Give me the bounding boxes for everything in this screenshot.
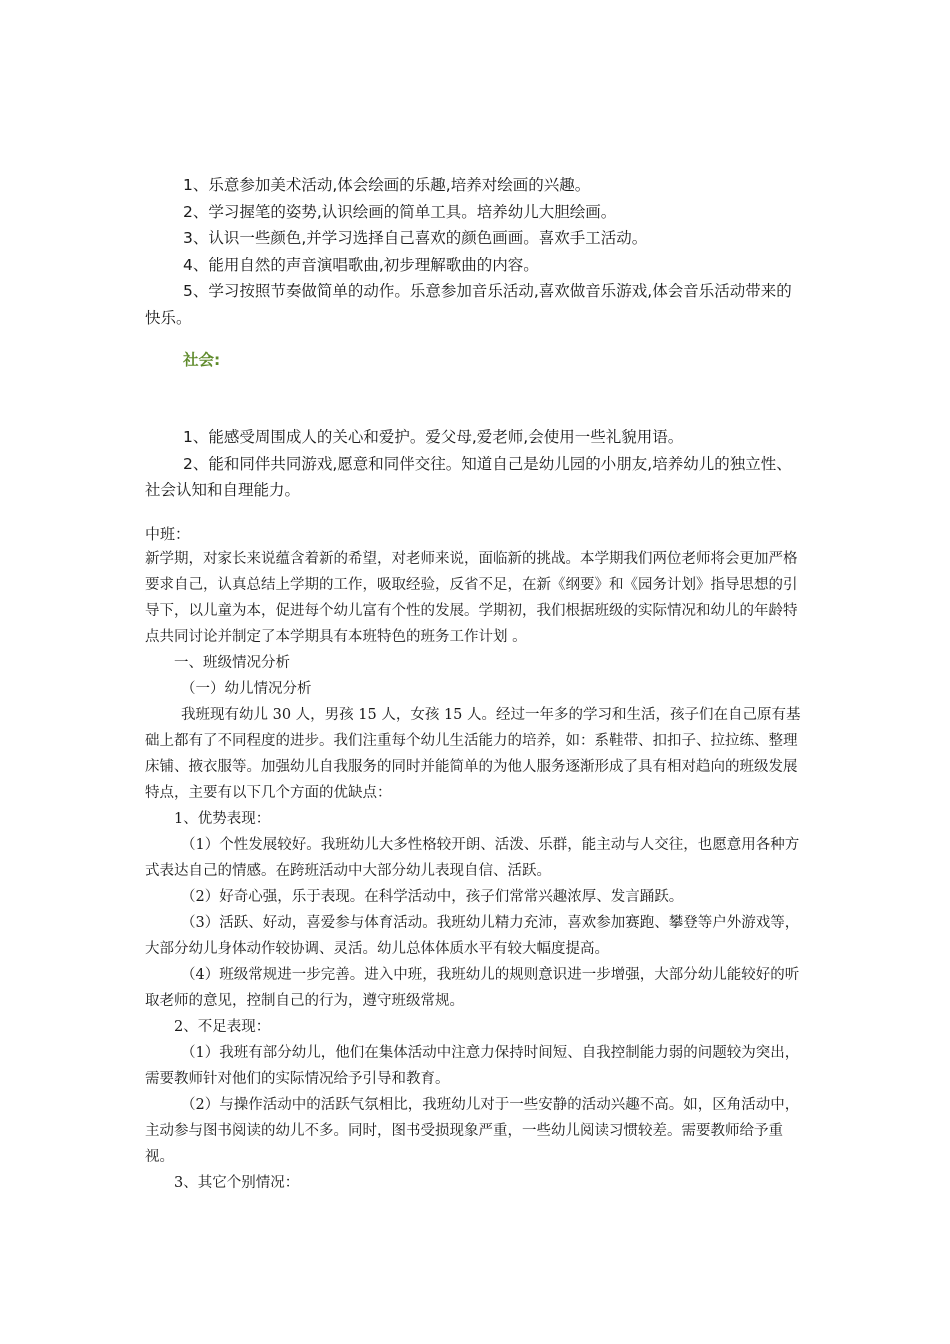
section-heading: 一、班级情况分析 xyxy=(174,655,290,671)
middle-class-title: 中班： xyxy=(145,525,191,543)
art-goal-item: 1、乐意参加美术活动,体会绘画的乐趣,培养对绘画的兴趣。 xyxy=(183,176,591,194)
strengths-heading: 1、优势表现： xyxy=(174,811,271,827)
weakness-item: （2）与操作活动中的活跃气氛相比，我班幼儿对于一些安静的活动兴趣不高。如，区角活动中，主动参与图书阅读的幼儿不多。同时，图书受损现象严重，一些幼儿阅读习惯较差。需要教师给予重视。 xyxy=(145,1097,800,1165)
subsection-heading: （一）幼儿情况分析 xyxy=(181,681,312,697)
weakness-item: （1）我班有部分幼儿，他们在集体活动中注意力保持时间短、自我控制能力弱的问题较为突出，需要教师针对他们的实际情况给予引导和教育。 xyxy=(145,1045,800,1087)
overview-paragraph: 我班现有幼儿 30 人，男孩 15 人，女孩 15 人。经过一年多的学习和生活，孩子们在自己原有基础上都有了不同程度的进步。我们注重每个幼儿生活能力的培养，如：系鞋带、扣扣子、拉拉练、整理床铺、掖衣服等。加强幼儿自我服务的同时并能简单的为他人服务逐渐形成了具有相对趋向的班级发展特点，主要有以下几个方面的优缺点： xyxy=(145,707,801,801)
middle-class-plan xyxy=(145,546,807,1196)
intro-paragraph: 新学期，对家长来说蕴含着新的希望，对老师来说，面临新的挑战。本学期我们两位老师将会更加严格要求自己，认真总结上学期的工作，吸取经验，反省不足，在新《纲要》和《园务计划》指导思想的引导下，以儿童为本，促进每个幼儿富有个性的发展。学期初，我们根据班级的实际情况和幼儿的年龄特点共同讨论并制定了本学期具有本班特色的班务工作计划 。 xyxy=(145,551,798,645)
other-heading: 3、其它个别情况： xyxy=(174,1175,300,1191)
art-goal-item: 3、认识一些颜色,并学习选择自己喜欢的颜色画画。喜欢手工活动。 xyxy=(183,229,648,247)
strength-item: （2）好奇心强，乐于表现。在科学活动中，孩子们常常兴趣浓厚、发言踊跃。 xyxy=(181,889,684,905)
art-goals-list xyxy=(145,172,807,331)
strength-item: （1）个性发展较好。我班幼儿大多性格较开朗、活泼、乐群，能主动与人交往，也愿意用各种方式表达自己的情感。在跨班活动中大部分幼儿表现自信、活跃。 xyxy=(145,837,800,879)
weaknesses-heading: 2、不足表现： xyxy=(174,1019,271,1035)
social-goal-item: 2、能和同伴共同游戏,愿意和同伴交往。知道自己是幼儿园的小朋友,培养幼儿的独立性、社会认知和自理能力。 xyxy=(145,454,792,499)
strength-item: （4）班级常规进一步完善。进入中班，我班幼儿的规则意识进一步增强，大部分幼儿能较好的听取老师的意见，控制自己的行为，遵守班级常规。 xyxy=(145,967,800,1009)
social-heading: 社会: xyxy=(183,351,221,369)
art-goal-item: 2、学习握笔的姿势,认识绘画的简单工具。培养幼儿大胆绘画。 xyxy=(183,202,617,221)
social-goal-item: 1、能感受周围成人的关心和爱护。爱父母,爱老师,会使用一些礼貌用语。 xyxy=(183,428,684,446)
art-goal-item: 5、学习按照节奏做简单的动作。乐意参加音乐活动,喜欢做音乐游戏,体会音乐活动带来的快乐。 xyxy=(145,282,792,327)
strength-item: （3）活跃、好动，喜爱参与体育活动。我班幼儿精力充沛，喜欢参加赛跑、攀登等户外游戏等，大部分幼儿身体动作较协调、灵活。幼儿总体体质水平有较大幅度提高。 xyxy=(145,915,800,957)
art-goal-item: 4、能用自然的声音演唱歌曲,初步理解歌曲的内容。 xyxy=(183,255,539,274)
social-goals-list xyxy=(145,424,807,504)
